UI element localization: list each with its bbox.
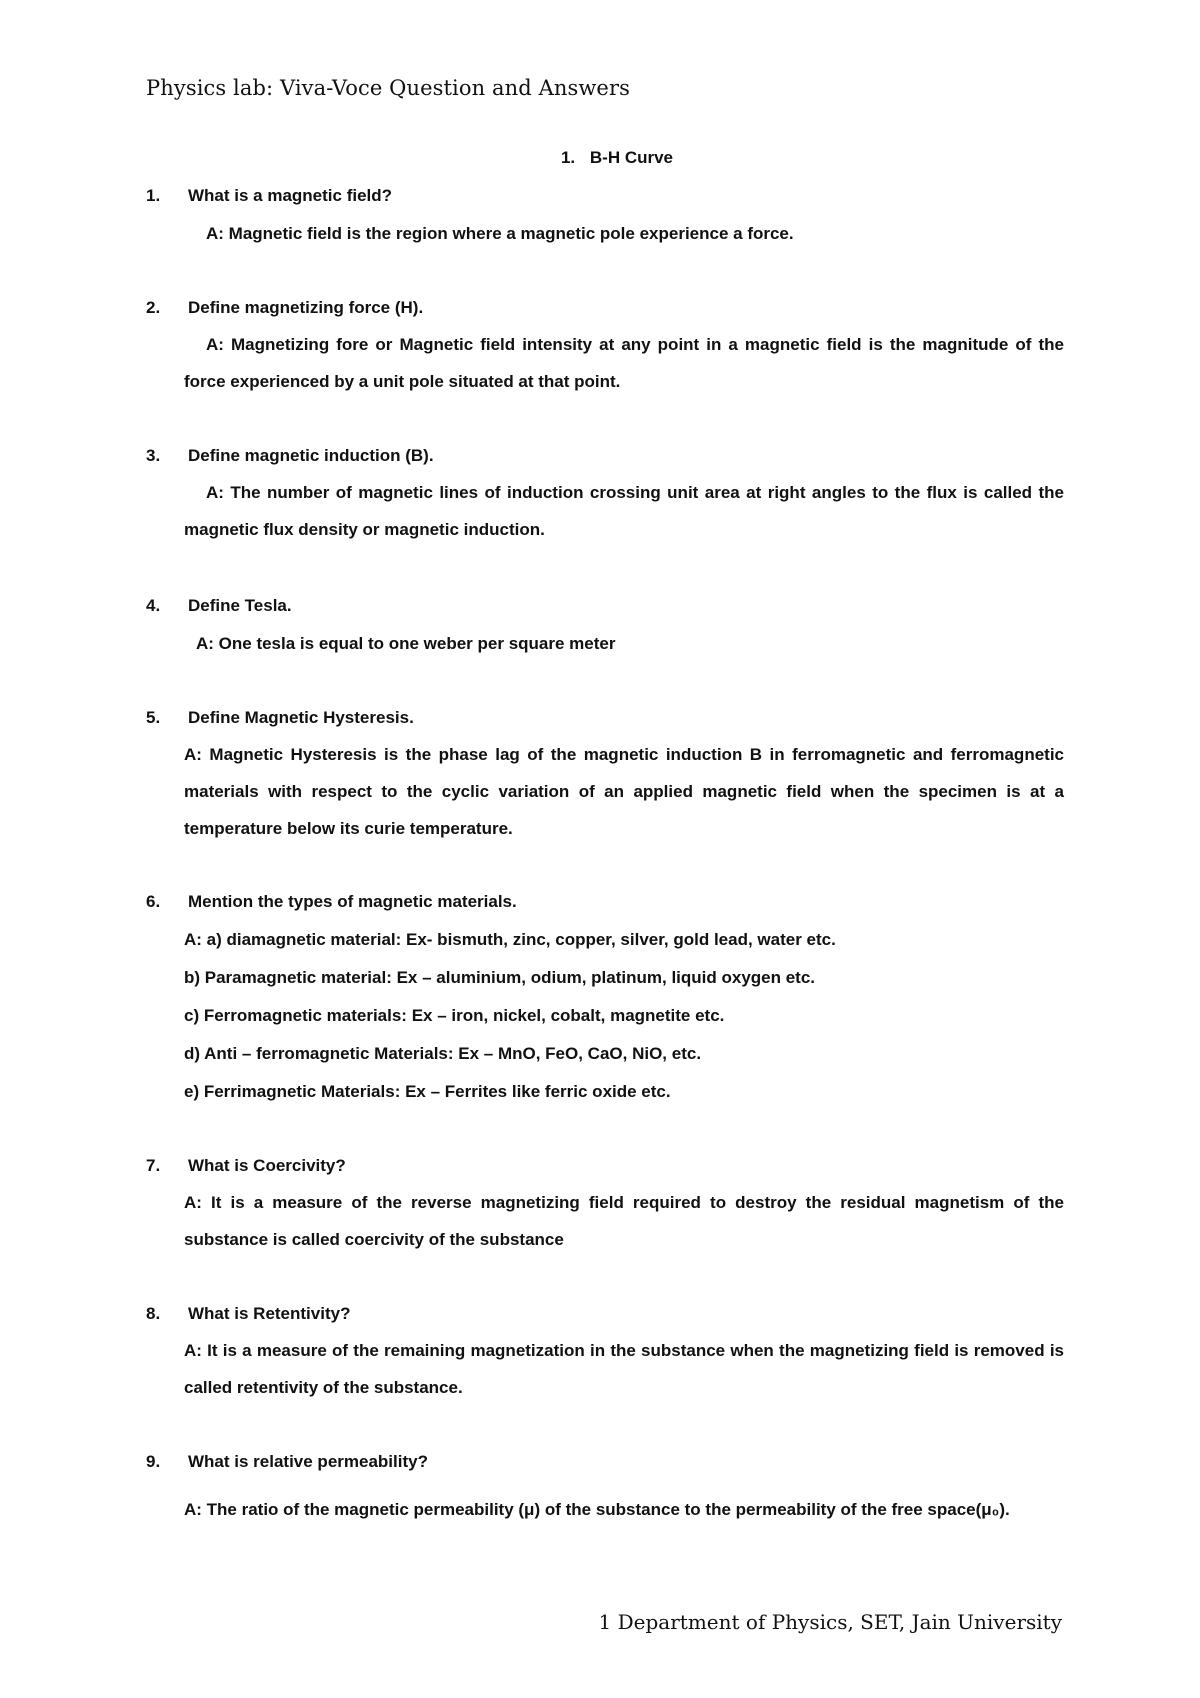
question-text: What is Coercivity? xyxy=(188,1156,346,1175)
document-title: Physics lab: Viva-Voce Question and Answers xyxy=(146,76,630,100)
question-text: Mention the types of magnetic materials. xyxy=(188,892,517,911)
question-number: 6. xyxy=(146,892,161,911)
section-title: B-H Curve xyxy=(589,148,674,167)
question-number: 3. xyxy=(146,446,161,465)
question-number: 2. xyxy=(146,298,161,317)
answer-list-item: d) Anti – ferromagnetic Materials: Ex – MnO, FeO, CaO, NiO, etc. xyxy=(184,1044,702,1063)
question-text: Define magnetizing force (H). xyxy=(188,298,424,317)
answer-list-item: c) Ferromagnetic materials: Ex – iron, nickel, cobalt, magnetite etc. xyxy=(184,1006,725,1025)
page-footer: 1 Department of Physics, SET, Jain University xyxy=(598,1610,1062,1634)
answer-text: A: Magnetic Hysteresis is the phase lag of the magnetic induction B in ferromagnetic and ferromagnetic materials with respect to the cyclic variation of an applied magnetic field when the specimen is at a temperature below its curie temperature. xyxy=(184,745,1064,838)
question-number: 1. xyxy=(146,186,161,205)
question-text: What is a magnetic field? xyxy=(188,186,393,205)
question-number: 7. xyxy=(146,1156,161,1175)
question-number: 9. xyxy=(146,1452,161,1471)
answer-text: A: It is a measure of the remaining magnetization in the substance when the magnetizing field is removed is called retentivity of the substance. xyxy=(184,1341,1064,1397)
answer-list-item: e) Ferrimagnetic Materials: Ex – Ferrites like ferric oxide etc. xyxy=(184,1082,671,1101)
answer-text: A: One tesla is equal to one weber per square meter xyxy=(196,634,616,653)
question-text: Define Magnetic Hysteresis. xyxy=(188,708,414,727)
question-number: 5. xyxy=(146,708,161,727)
answer-text: A: The number of magnetic lines of induction crossing unit area at right angles to the flux is called the magnetic flux density or magnetic induction. xyxy=(184,483,1064,539)
answer-text: A: Magnetizing fore or Magnetic field intensity at any point in a magnetic field is the magnitude of the force experienced by a unit pole situated at that point. xyxy=(184,335,1064,391)
section-number: 1. xyxy=(560,148,576,167)
answer-list-item: b) Paramagnetic material: Ex – aluminium, odium, platinum, liquid oxygen etc. xyxy=(184,968,816,987)
section-heading xyxy=(0,148,1200,168)
question-text: What is Retentivity? xyxy=(188,1304,351,1323)
question-text: Define magnetic induction (B). xyxy=(188,446,434,465)
answer-list-item: A: a) diamagnetic material: Ex- bismuth, zinc, copper, silver, gold lead, water etc. xyxy=(184,930,836,949)
question-text: Define Tesla. xyxy=(188,596,292,615)
answer-text: A: The ratio of the magnetic permeability (μ) of the substance to the permeability of the free space(μ₀). xyxy=(184,1500,1010,1519)
question-number: 4. xyxy=(146,596,161,615)
answer-text: A: It is a measure of the reverse magnetizing field required to destroy the residual magnetism of the substance is called coercivity of the substance xyxy=(184,1193,1064,1249)
question-text: What is relative permeability? xyxy=(188,1452,428,1471)
question-number: 8. xyxy=(146,1304,161,1323)
answer-text: A: Magnetic field is the region where a magnetic pole experience a force. xyxy=(206,224,794,243)
